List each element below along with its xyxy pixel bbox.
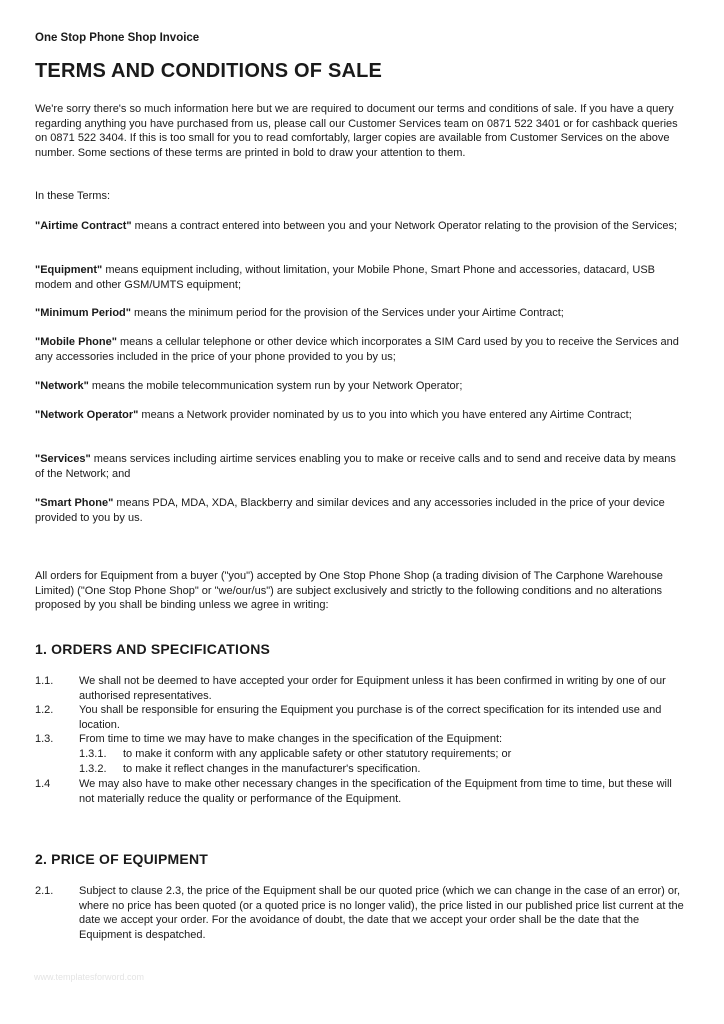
definition-term: "Mobile Phone" [35,336,117,348]
definition-term: "Equipment" [35,264,103,276]
definition-network [35,379,685,394]
clause-text: We may also have to make other necessary changes in the specification of the Equipment from time to time, but these will not materially reduce the quality or performance of the Equipment. [79,778,672,805]
clause-text: We shall not be deemed to have accepted your order for Equipment unless it has been confirmed in writing by one of our authorised representatives. [79,675,666,702]
definition-text: means the minimum period for the provision of the Services under your Airtime Contract; [131,307,564,319]
definition-text: means a cellular telephone or other device which incorporates a SIM Card used by you to receive the Services and any accessories included in the price of your phone provided to you by us; [35,336,679,363]
definition-term: "Airtime Contract" [35,220,132,232]
clause-text: Subject to clause 2.3, the price of the Equipment shall be our quoted price (which we can change in the case of an error) or, where no price has been quoted (or a quoted price is no longer valid), the price listed in our published price list current at the date we accept your order. For the avoidance of doubt, the date that we accept your order shall be the date that the Equipment is despatched. [79,885,684,942]
definition-term: "Network" [35,380,89,392]
in-these-terms: In these Terms: [35,190,110,202]
definition-airtime-contract [35,219,685,234]
section-1-heading: 1. ORDERS AND SPECIFICATIONS [35,641,271,657]
definition-mobile-phone [35,335,685,364]
subclause-text: to make it conform with any applicable safety or other statutory requirements; or [123,748,512,760]
clause-number: 1.2. [35,704,54,716]
clause-number: 1.1. [35,675,54,687]
definition-term: "Network Operator" [35,409,139,421]
subclause-text: to make it reflect changes in the manufacturer's specification. [123,763,421,775]
clause-number: 2.1. [35,885,54,897]
definition-term: "Minimum Period" [35,307,131,319]
brand-name: One Stop Phone Shop Invoice [35,32,200,44]
clause-number: 1.3. [35,733,54,745]
definition-equipment [35,263,685,292]
document-title: TERMS AND CONDITIONS OF SALE [35,60,383,82]
definition-network-operator [35,408,685,423]
definition-minimum-period [35,306,685,321]
definition-text: means the mobile telecommunication system run by your Network Operator; [88,380,463,392]
definition-term: "Services" [35,453,91,465]
definition-text: means services including airtime services enabling you to make or receive calls and to send and receive data by means of the Network; and [35,453,676,480]
watermark: www.templatesforword.com [34,972,145,982]
section-2-heading: 2. PRICE OF EQUIPMENT [35,851,208,867]
subclause-number: 1.3.2. [79,763,107,775]
definition-term: "Smart Phone" [35,497,114,509]
definition-text: means equipment including, without limitation, your Mobile Phone, Smart Phone and accessories, datacard, USB modem and other GSM/UMTS equipment; [35,264,656,291]
subclause-number: 1.3.1. [79,748,107,760]
definition-text: means PDA, MDA, XDA, Blackberry and similar devices and any accessories included in the price of your device provided to you by us. [35,497,665,524]
definition-smart-phone [35,496,685,525]
definition-text: means a contract entered into between you and your Network Operator relating to the provision of the Services; [131,220,678,232]
orders-paragraph: All orders for Equipment from a buyer ("you") accepted by One Stop Phone Shop (a trading division of The Carphone Warehouse Limited) ("One Stop Phone Shop" or "we/our/us") are subject exclusively and strictly to the following conditions and no alterations proposed by you shall be binding unless we agree in writing: [35,570,663,612]
intro-paragraph: We're sorry there's so much information here but we are required to document our terms and conditions of sale. If you have a query regarding anything you have purchased from us, please call our Customer Services team on 0871 522 3401 or for cashback queries on 0871 522 3404. If this is too small for you to read comfortably, larger copies are available from Customer Services on the above number. Some sections of these terms are printed in bold to draw your attention to them. [35,103,678,160]
definition-text: means a Network provider nominated by us to you into which you have entered any Airtime Contract; [138,409,632,421]
clause-text: From time to time we may have to make changes in the specification of the Equipment: [79,733,503,745]
clause-text: You shall be responsible for ensuring the Equipment you purchase is of the correct specification for its intended use and location. [79,704,662,731]
definition-services [35,452,685,481]
clause-number: 1.4 [35,778,51,790]
